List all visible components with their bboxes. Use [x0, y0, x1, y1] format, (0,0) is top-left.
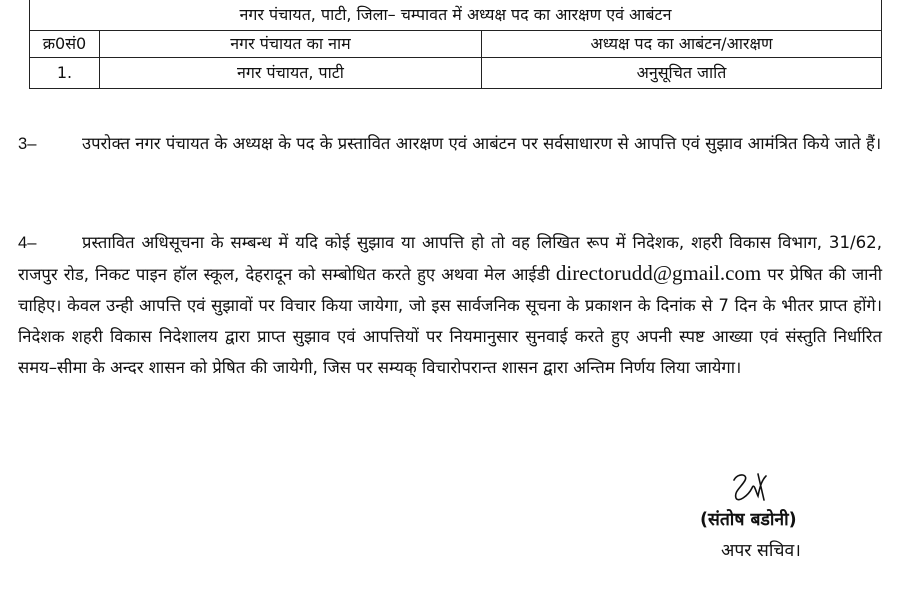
- cell-panchayat-name: नगर पंचायत, पाटी: [100, 58, 482, 89]
- paragraph-4-number: 4–: [18, 233, 37, 252]
- table-title-row: [30, 0, 882, 31]
- table-row: [30, 58, 882, 89]
- cell-reservation: अनुसूचित जाति: [482, 58, 882, 89]
- signature-mark: [728, 470, 770, 506]
- paragraph-3: [18, 128, 882, 159]
- header-serial-number: क्र0सं0: [30, 31, 100, 58]
- paragraph-3-text: उपरोक्त नगर पंचायत के अध्यक्ष के पद के प्रस्तावित आरक्षण एवं आबंटन पर सर्वसाधारण से आपत्ति एवं सुझाव आमंत्रित किये जाते हैं।: [82, 134, 882, 153]
- paragraph-4-text-before-email: प्रस्तावित अधिसूचना के सम्बन्ध में यदि कोई सुझाव या आपत्ति हो तो वह लिखित रूप में निदेशक, शहरी विकास विभाग, 31/62, राजपुर रोड, निकट पाइन हॉल स्कूल, देहरादून को सम्बोधित करते हुए अथवा मेल आईडी: [18, 233, 882, 284]
- paragraph-4: [18, 227, 882, 383]
- paragraph-4-text-after-email: पर प्रेषित की जानी चाहिए। केवल उन्ही आपत्ति एवं सुझावों पर विचार किया जायेगा, जो इस सार्वजनिक सूचना के प्रकाशन के दिनांक से 7 दिन के भीतर प्राप्त होंगे। निदेशक शहरी विकास निदेशालय द्वारा प्राप्त सुझाव एवं आपत्तियों पर नियमानुसार सुनवाई करते हुए अपनी स्पष्ट आख्या एवं संस्तुति निर्धारित समय–सीमा के अन्दर शासन को प्रेषित की जायेगी, जिस पर सम्यक् विचारोपरान्त शासन द्वारा अन्तिम निर्णय लिया जायेगा।: [18, 265, 882, 377]
- table-title: नगर पंचायत, पाटी, जिला– चम्पावत में अध्यक्ष पद का आरक्षण एवं आबंटन: [30, 0, 882, 31]
- header-panchayat-name: नगर पंचायत का नाम: [100, 31, 482, 58]
- header-chairman-reservation: अध्यक्ष पद का आबंटन/आरक्षण: [482, 31, 882, 58]
- email-address: directorudd@gmail.com: [555, 261, 762, 285]
- signatory-name: (संतोष बडोनी): [700, 510, 797, 530]
- paragraph-3-number: 3–: [18, 134, 37, 153]
- table-header-row: [30, 31, 882, 58]
- reservation-table: [29, 0, 882, 89]
- cell-serial-number: 1.: [30, 58, 100, 89]
- signatory-designation: अपर सचिव।: [721, 541, 801, 561]
